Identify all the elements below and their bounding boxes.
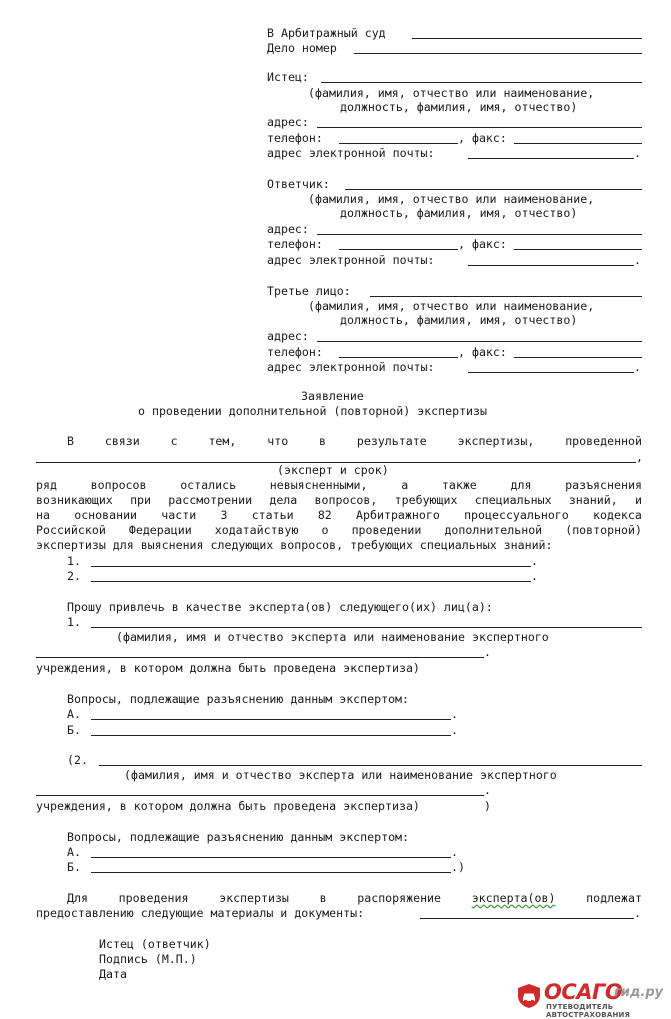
word: результате xyxy=(356,434,427,448)
word: В xyxy=(67,434,74,448)
expert-hint: (эксперт и срок) xyxy=(277,463,389,477)
word: экспертизы xyxy=(219,891,289,905)
question-2-dot: . xyxy=(531,569,538,583)
defendant-address-label: адрес: xyxy=(267,222,309,236)
expert-1-hint-2: учреждения, в котором должна быть проведена экспертиза) xyxy=(36,661,420,675)
expert-1-qb-field[interactable] xyxy=(91,735,451,736)
word: вопросов, xyxy=(314,493,378,507)
materials-dot: . xyxy=(634,906,641,920)
plaintiff-hint-1: (фамилия, имя, отчество или наименование, xyxy=(308,86,595,100)
car-shield-icon xyxy=(516,983,542,1009)
court-label: В Арбитражный суд xyxy=(267,26,386,40)
defendant-label: Ответчик: xyxy=(267,177,330,191)
expert-1-qb-label: Б. xyxy=(67,723,81,737)
expert-2-close-paren: ) xyxy=(484,799,491,813)
defendant-fax-label: , факс: xyxy=(458,237,507,251)
defendant-address-field[interactable] xyxy=(317,234,642,235)
document-subtitle: о проведении дополнительной (повторной) экспертизы xyxy=(138,404,488,418)
word: проведения xyxy=(118,891,189,905)
plaintiff-email-label: адрес электронной почты: xyxy=(267,146,435,160)
expert-1-qa-label: А. xyxy=(67,707,81,721)
case-number-label: Дело номер xyxy=(267,41,337,55)
expert-2-number: (2. xyxy=(67,753,88,767)
plaintiff-hint-2: должность, фамилия, имя, отчество) xyxy=(340,100,578,114)
word: кодекса xyxy=(593,508,642,522)
word: о xyxy=(321,523,329,537)
expert-2-qa-dot: . xyxy=(451,845,458,859)
word: проведенной xyxy=(565,434,642,448)
word: эксперта(ов) xyxy=(471,891,556,905)
word: Арбитражного xyxy=(356,508,440,522)
word: Федерации xyxy=(128,523,192,537)
defendant-hint-1: (фамилия, имя, отчество или наименование, xyxy=(308,192,595,206)
intro-line xyxy=(67,434,642,448)
question-1-dot: . xyxy=(531,554,538,568)
expert-1-qb-dot: . xyxy=(451,723,458,737)
plaintiff-phone-field[interactable] xyxy=(339,143,458,144)
word: дела xyxy=(269,493,298,507)
word: 82 xyxy=(317,508,332,522)
body-line-e: экспертизы для выяснения следующих вопросов, требующих специальных знаний: xyxy=(36,538,553,552)
court-field[interactable] xyxy=(412,38,642,39)
plaintiff-email-dot: . xyxy=(634,146,641,160)
expert-2-qa-field[interactable] xyxy=(91,857,451,858)
word: подлежат xyxy=(586,891,642,905)
body-line-c xyxy=(36,508,642,522)
plaintiff-fax-label: , факс: xyxy=(458,131,507,145)
plaintiff-address-label: адрес: xyxy=(267,115,309,129)
word: и xyxy=(634,493,642,507)
word: ходатайствую xyxy=(214,523,299,537)
word: статьи xyxy=(251,508,294,522)
expert-2-field[interactable] xyxy=(99,765,642,766)
signature-sign: Подпись (М.П.) xyxy=(99,952,197,966)
body-line-d xyxy=(36,523,642,537)
expert-1-field[interactable] xyxy=(91,627,642,628)
word: дополнительной xyxy=(444,523,543,537)
plaintiff-email-field[interactable] xyxy=(468,158,634,159)
materials-line-2: предоставлению следующие материалы и документы: xyxy=(36,906,365,920)
question-1-number: 1. xyxy=(67,554,81,568)
expert-2-questions-label: Вопросы, подлежащие разъяснению данным экспертом: xyxy=(67,830,410,844)
word: в xyxy=(319,434,327,448)
osago-watermark-logo xyxy=(516,980,666,1019)
defendant-hint-2: должность, фамилия, имя, отчество) xyxy=(340,206,578,220)
plaintiff-phone-label: телефон: xyxy=(267,131,323,145)
word: 3 xyxy=(220,508,228,522)
plaintiff-fax-field[interactable] xyxy=(514,143,642,144)
expert-2-qb-field[interactable] xyxy=(91,872,451,873)
third-party-email-field[interactable] xyxy=(468,372,634,373)
third-party-address-field[interactable] xyxy=(317,341,642,342)
expert-request: Прошу привлечь в качестве эксперта(ов) следующего(их) лиц(а): xyxy=(67,600,493,614)
word: при xyxy=(130,493,152,507)
word: а xyxy=(401,478,409,492)
expert-1-questions-label: Вопросы, подлежащие разъяснению данным экспертом: xyxy=(67,692,410,706)
expert-2-hint-2: учреждения, в котором должна быть проведена экспертиза) xyxy=(36,799,420,813)
expert-1-number: 1. xyxy=(67,615,81,629)
word: распоряжение xyxy=(357,891,442,905)
third-party-hint-1: (фамилия, имя, отчество или наименование, xyxy=(308,299,595,313)
document-title: Заявление xyxy=(301,389,364,403)
watermark-brand: ОСАГО xyxy=(544,980,623,1004)
word: экспертизы, xyxy=(457,434,535,448)
watermark-site: гид.ру xyxy=(614,985,664,1000)
third-party-fax-field[interactable] xyxy=(514,357,642,358)
plaintiff-address-field[interactable] xyxy=(317,127,642,128)
word: для xyxy=(510,478,532,492)
expert-1-qa-dot: . xyxy=(451,707,458,721)
expert-2-qb-dot: .) xyxy=(451,860,465,874)
question-2-field[interactable] xyxy=(91,581,531,582)
defendant-fax-field[interactable] xyxy=(514,249,642,250)
word: вопросов xyxy=(90,478,147,492)
word: Для xyxy=(67,891,88,905)
expert-1-qa-field[interactable] xyxy=(91,719,451,720)
case-number-field[interactable] xyxy=(354,53,642,54)
third-party-email-label: адрес электронной почты: xyxy=(267,360,435,374)
signature-role: Истец (ответчик) xyxy=(99,937,211,951)
word: связи xyxy=(104,434,140,448)
plaintiff-label: Истец: xyxy=(267,70,309,84)
expert-2-hint-1: (фамилия, имя и отчество эксперта или наименование экспертного xyxy=(124,768,557,782)
expert-2-qb-label: Б. xyxy=(67,860,81,874)
defendant-email-field[interactable] xyxy=(468,265,634,266)
defendant-email-dot: . xyxy=(634,253,641,267)
third-party-phone-label: телефон: xyxy=(267,345,323,359)
expert-field-comma: , xyxy=(636,450,643,464)
plaintiff-field[interactable] xyxy=(321,82,642,83)
materials-line-1 xyxy=(67,891,642,905)
word: ряд xyxy=(36,478,57,492)
third-party-phone-field[interactable] xyxy=(339,357,458,358)
word: основании xyxy=(74,508,138,522)
defendant-phone-label: телефон: xyxy=(267,237,323,251)
word: части xyxy=(161,508,197,522)
expert-2-qa-label: А. xyxy=(67,845,81,859)
watermark-tagline: ПУТЕВОДИТЕЛЬ АВТОСТРАХОВАНИЯ xyxy=(546,1003,631,1019)
question-2-number: 2. xyxy=(67,569,81,583)
third-party-hint-2: должность, фамилия, имя, отчество) xyxy=(340,313,578,327)
word: что xyxy=(267,434,289,448)
word: тем, xyxy=(208,434,237,448)
word: на xyxy=(36,508,50,522)
defendant-email-label: адрес электронной почты: xyxy=(267,253,435,267)
word: требующих xyxy=(394,493,458,507)
word: (повторной) xyxy=(565,523,642,537)
expert-1-field-cont[interactable] xyxy=(36,657,484,658)
word: возникающих xyxy=(36,493,113,507)
third-party-label: Третье лицо: xyxy=(267,284,351,298)
third-party-fax-label: , факс: xyxy=(458,345,507,359)
word: в xyxy=(319,891,327,905)
word: проведении xyxy=(351,523,422,537)
word: знаний, xyxy=(568,493,618,507)
expert-2-field-cont[interactable] xyxy=(36,795,484,796)
signature-date: Дата xyxy=(99,967,127,981)
expert-2-dot: . xyxy=(484,783,491,797)
defendant-phone-field[interactable] xyxy=(339,249,458,250)
word: с xyxy=(170,434,178,448)
word: остались xyxy=(180,478,237,492)
word: невыясненными, xyxy=(269,478,368,492)
third-party-email-dot: . xyxy=(634,360,641,374)
word: специальных xyxy=(474,493,552,507)
word: рассмотрении xyxy=(168,493,253,507)
third-party-address-label: адрес: xyxy=(267,329,309,343)
word: процессуального xyxy=(464,508,569,522)
body-line-a xyxy=(36,478,642,492)
materials-field[interactable] xyxy=(420,918,634,919)
expert-1-hint-1: (фамилия, имя и отчество эксперта или наименование экспертного xyxy=(116,630,549,644)
word: разъяснения xyxy=(565,478,642,492)
defendant-field[interactable] xyxy=(345,189,642,190)
body-line-b xyxy=(36,493,642,507)
expert-1-dot: . xyxy=(484,645,491,659)
third-party-field[interactable] xyxy=(370,296,642,297)
question-1-field[interactable] xyxy=(91,566,531,567)
word: Российской xyxy=(36,523,106,537)
word: также xyxy=(441,478,477,492)
